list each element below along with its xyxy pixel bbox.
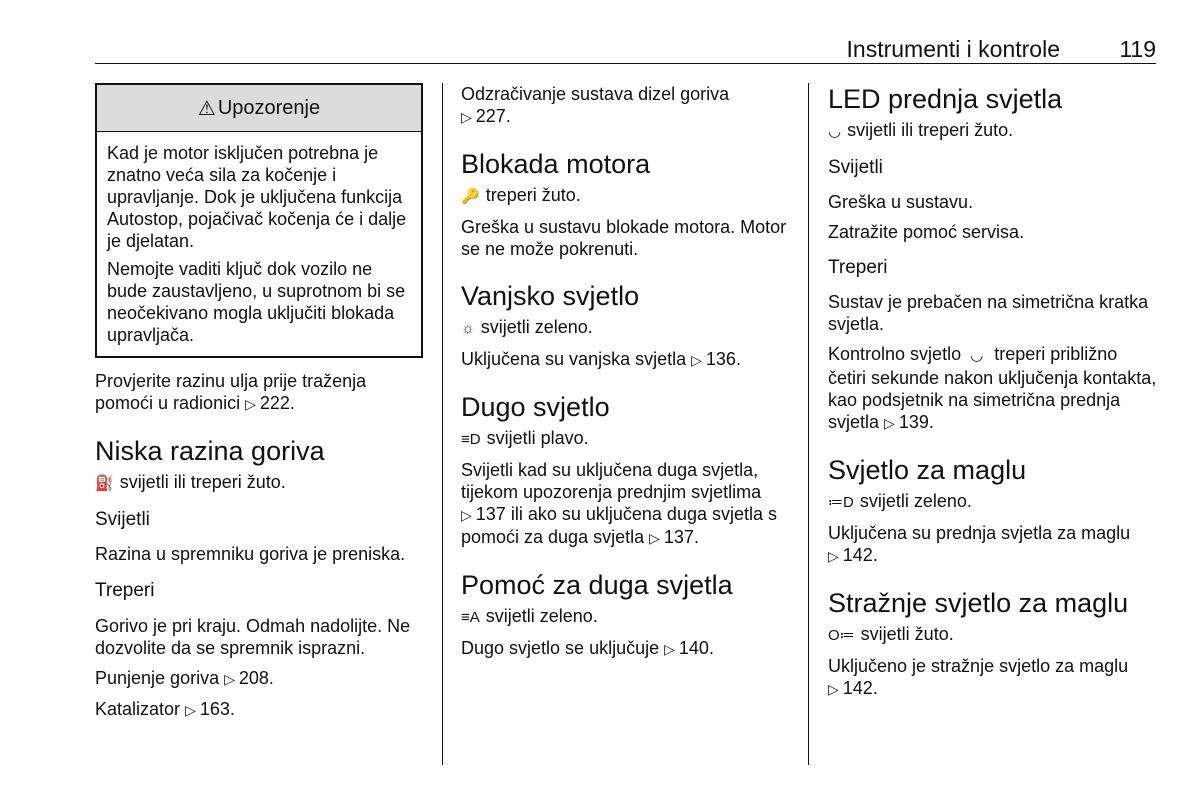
body-text: Punjenje goriva ▷ 208. <box>95 667 423 690</box>
indicator-status: ☼ svijetli zeleno. <box>461 316 791 340</box>
subsection-heading: Treperi <box>95 580 155 601</box>
indicator-status: O≔ svijetli žuto. <box>828 623 1158 647</box>
indicator-status: ⛽ svijetli ili treperi žuto. <box>95 471 423 495</box>
body-text <box>461 105 791 128</box>
rear-fog-light-icon: O≔ <box>828 627 855 644</box>
body-text: Greška u sustavu. <box>828 192 974 212</box>
body-text: Uključeno je stražnje svjetlo za maglu ▷ 142. <box>828 655 1158 700</box>
fuel-pump-icon: ⛽ <box>95 475 114 492</box>
high-beam-assist-icon: ≡A <box>461 609 480 626</box>
body-text: Razina u spremniku goriva je preniska. <box>95 544 406 564</box>
warning-paragraph: Nemojte vaditi ključ dok vozilo ne bude zaustavljeno, u suprotnom bi se neočekivano mogla uključiti blokada upravljača. <box>107 259 406 345</box>
page-reference: ▷ 222. <box>245 393 295 413</box>
body-text: Odzračivanje sustava dizel goriva <box>461 84 730 104</box>
page-reference: ▷ 139. <box>884 412 934 432</box>
section-heading: Stražnje svjetlo za maglu <box>828 588 1129 618</box>
body-text: Greška u sustavu blokade motora. Motor se ne može pokrenuti. <box>461 217 787 259</box>
page-reference: ▷ 137 <box>461 504 506 524</box>
warning-title: Upozorenje <box>217 96 321 119</box>
subsection-heading: Treperi <box>828 257 888 278</box>
warning-triangle-icon: ⚠ <box>197 97 216 120</box>
column-divider <box>808 83 809 765</box>
section-heading: Svjetlo za maglu <box>828 455 1027 485</box>
body-text: Uključena su prednja svjetla za maglu ▷ 142. <box>828 522 1158 567</box>
chapter-title: Instrumenti i kontrole <box>846 36 1060 62</box>
front-fog-light-icon: ≔D <box>828 494 854 511</box>
page-reference: ▷ 208. <box>224 668 274 688</box>
high-beam-icon: ≡D <box>461 431 481 448</box>
section-heading: Vanjsko svjetlo <box>461 281 640 311</box>
body-text: Kontrolno svjetlo ◡ treperi približno četiri sekunde nakon uključenja kontakta, kao podsjetnik na simetrična prednja svjetla ▷ 139. <box>828 343 1158 434</box>
column-3 <box>828 83 1158 700</box>
body-text: Uključena su vanjska svjetla ▷ 136. <box>461 348 791 371</box>
body-text: Dugo svjetlo se uključuje ▷ 140. <box>461 637 791 660</box>
section-heading: LED prednja svjetla <box>828 84 1063 114</box>
body-text: Katalizator ▷ 163. <box>95 698 423 721</box>
indicator-status: 🔑 treperi žuto. <box>461 184 791 208</box>
body-text: Sustav je prebačen na simetrična kratka svjetla. <box>828 292 1149 334</box>
column-2 <box>461 83 791 660</box>
section-heading: Pomoć za duga svjetla <box>461 570 733 600</box>
page-reference: ▷ 140. <box>664 638 714 658</box>
column-1 <box>95 83 423 721</box>
exterior-light-icon: ☼ <box>461 320 475 337</box>
indicator-status: ◡ svijetli ili treperi žuto. <box>828 119 1158 143</box>
header-rule <box>95 63 1156 64</box>
indicator-status: ≡A svijetli zeleno. <box>461 605 791 629</box>
page-reference: ▷ 136. <box>691 349 741 369</box>
section-heading: Dugo svjetlo <box>461 392 610 422</box>
column-divider <box>442 83 443 765</box>
page-reference: ▷ 142. <box>828 545 878 565</box>
led-headlight-icon: ◡ <box>970 347 984 364</box>
body-text: Svijetli kad su uključena duga svjetla, tijekom upozorenja prednjim svjetlima ▷ 137 ili ako su uključena duga svjetla s pomoći za duga svjetla ▷ 137. <box>461 459 791 549</box>
warning-box <box>95 83 423 358</box>
page-reference: ▷ 163. <box>185 699 235 719</box>
warning-body <box>97 132 421 356</box>
indicator-status: ≡D svijetli plavo. <box>461 427 791 451</box>
page-reference: ▷ 142. <box>828 678 878 698</box>
subsection-heading: Svijetli <box>95 509 150 530</box>
page-reference: ▷ 137. <box>649 527 699 547</box>
warning-header <box>97 85 421 132</box>
immobiliser-lock-icon: 🔑 <box>461 188 480 205</box>
page-reference: ▷ 227. <box>461 106 511 126</box>
page-number: 119 <box>1119 36 1156 62</box>
subsection-heading: Svijetli <box>828 157 883 178</box>
led-headlight-icon: ◡ <box>828 123 842 140</box>
section-heading: Blokada motora <box>461 149 651 179</box>
body-text: Zatražite pomoć servisa. <box>828 222 1025 242</box>
oil-check-text: Provjerite razinu ulja prije traženja pomoći u radionici ▷ 222. <box>95 370 423 415</box>
indicator-status: ≔D svijetli zeleno. <box>828 490 1158 514</box>
warning-paragraph: Kad je motor isključen potrebna je znatno veća sila za kočenje i upravljanje. Dok je uključena funkcija Autostop, pojačivač kočenja će i dalje je djelatan. <box>107 143 407 251</box>
section-heading: Niska razina goriva <box>95 436 325 466</box>
body-text: Gorivo je pri kraju. Odmah nadolijte. Ne dozvolite da se spremnik isprazni. <box>95 616 411 658</box>
